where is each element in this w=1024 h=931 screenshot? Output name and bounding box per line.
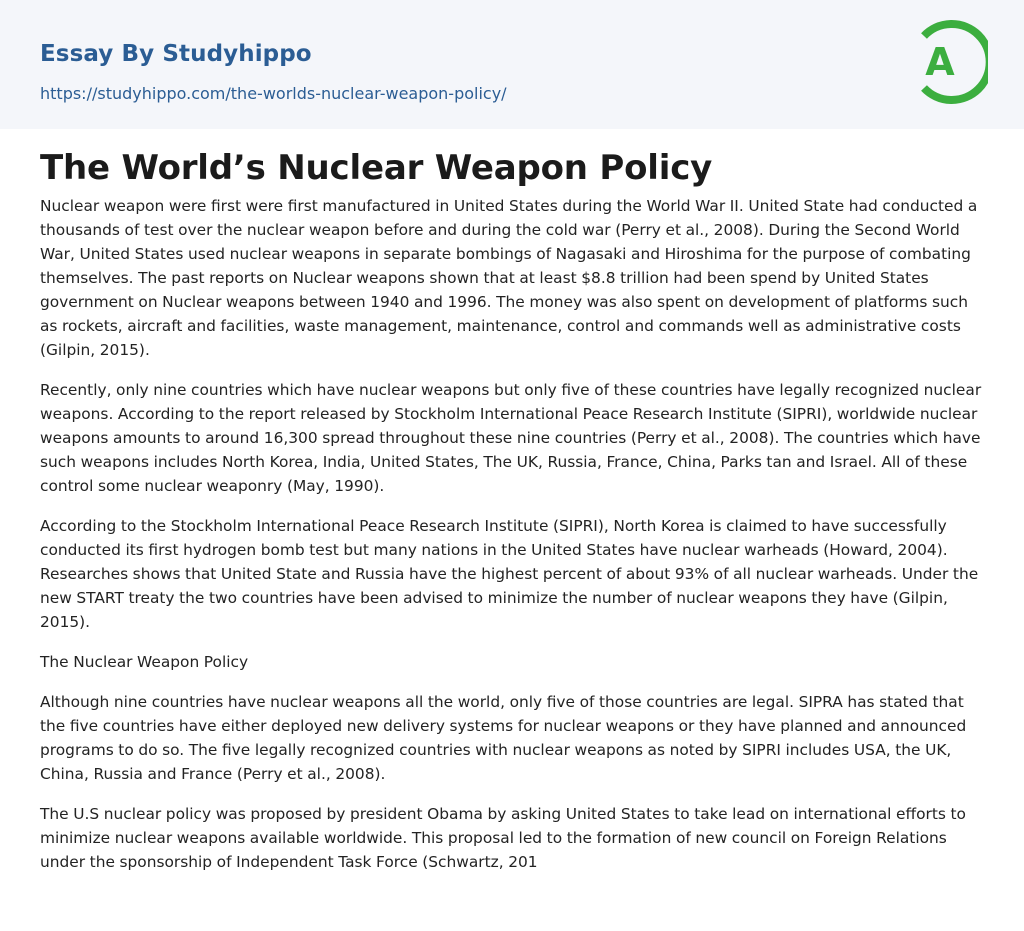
paragraph-north-korea: According to the Stockholm International Peace Research Institute (SIPRI), North Korea is claimed to have successfully conducted its first hydrogen bomb test but many nations in the United States have nuclear warheads (Howard, 2004). Researches shows that United State and Russia have the highest percent of about 93% of all nuclear warheads. Under the new START treaty the two countries have been advised to minimize the number of nuclear weapons they have (Gilpin, 2015).	[40, 517, 979, 631]
paragraph-us-policy: The U.S nuclear policy was proposed by president Obama by asking United States to take lead on international efforts to minimize nuclear weapons available worldwide. This proposal led to the formation of new council on Foreign Relations under the sponsorship of Independent Task Force (Schwartz, 201	[40, 805, 966, 871]
paragraph-nine-countries: Recently, only nine countries which have nuclear weapons but only five of these countries have legally recognized nuclear weapons. According to the report released by Stockholm International Peace Research Institute (SIPRI), worldwide nuclear weapons amounts to around 16,300 spread throughout these nine countries (Perry et al., 2008). The countries which have such weapons includes North Korea, India, United States, The UK, Russia, France, China, Parks tan and Israel. All of these control some nuclear weaponry (May, 1990).	[40, 381, 982, 495]
paragraph-history: Nuclear weapon were first were first manufactured in United States during the World War II. United State had conducted a thousands of test over the nuclear weapon before and during the cold war (Perry et al., 2008). During the Second World War, United States used nuclear weapons in separate bombings of Nagasaki and Hiroshima for the purpose of combating themselves. The past reports on Nuclear weapons shown that at least $8.8 trillion had been spend by United States government on Nuclear weapons between 1940 and 1996. The money was also spent on development of platforms such as rockets, aircraft and facilities, waste management, maintenance, control and commands well as administrative costs (Gilpin, 2015).	[40, 197, 978, 359]
paragraph-legal-countries: Although nine countries have nuclear weapons all the world, only five of those countries are legal. SIPRA has stated that the five countries have either deployed new delivery systems for nuclear weapons or they have planned and announced programs to do so. The five legally recognized countries with nuclear weapons as noted by SIPRI includes USA, the UK, China, Russia and France (Perry et al., 2008).	[40, 693, 967, 783]
section-heading-policy: The Nuclear Weapon Policy	[40, 653, 249, 671]
logo-letter: A	[925, 40, 955, 84]
article-body	[40, 144, 986, 890]
article-title: The World’s Nuclear Weapon Policy	[40, 148, 713, 188]
site-header	[0, 0, 1024, 129]
brand-title[interactable]: Essay By Studyhippo	[40, 41, 312, 67]
studyhippo-logo-icon[interactable]	[910, 18, 988, 106]
article-url-link[interactable]: https://studyhippo.com/the-worlds-nuclear-weapon-policy/	[40, 84, 507, 103]
